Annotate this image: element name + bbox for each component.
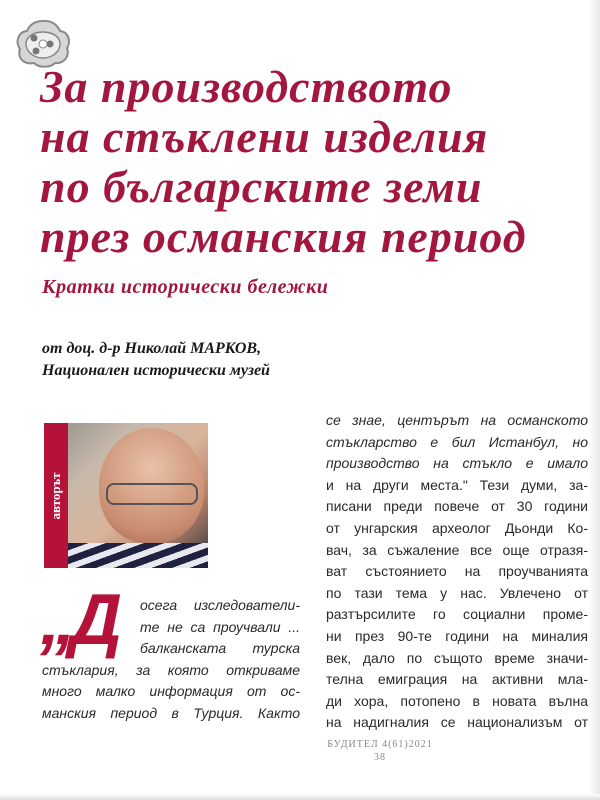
text-line: вач, за съжаление все още отразя- (326, 541, 588, 558)
author-photo (44, 423, 208, 568)
page-number: 38 (374, 752, 386, 763)
title-line: За производството (40, 61, 453, 112)
text-line: балканската турска (140, 640, 300, 657)
text-line: телна емиграция на активни мла- (326, 671, 588, 688)
photo-shirt (68, 543, 208, 568)
right-column-text (326, 410, 588, 734)
page-bottom-edge (0, 794, 600, 800)
author-byline (42, 338, 322, 382)
article-title (40, 62, 580, 262)
text-line: ват състоянието на проучванията (326, 563, 588, 580)
text-line: ни през 90-те години на миналия (326, 627, 588, 644)
page-footer (300, 738, 460, 764)
article-subtitle: Кратки исторически бележки (42, 276, 329, 298)
text-line: много малко информация от ос- (42, 683, 300, 700)
photo-label-bar (44, 423, 68, 568)
text-line: и на други места." Тези думи, за- (326, 476, 588, 493)
text-line: стъклария, за която откриваме (42, 661, 300, 678)
title-line: през османския период (40, 211, 527, 262)
text-line: от унгарския археолог Дьонди Ко- (326, 519, 588, 536)
author-name: от доц. д-р Николай МАРКОВ, (42, 340, 262, 357)
text-line: се знае, центърът на османското (326, 412, 588, 428)
text-line: разтърсилите го социални проме- (326, 606, 588, 623)
title-line: по българските земи (40, 161, 483, 212)
drop-cap: „Д (40, 580, 116, 660)
text-line: манския период в Турция. Както (42, 704, 300, 721)
left-column-text (42, 595, 300, 725)
journal-issue: БУДИТЕЛ 4(61)2021 (327, 739, 433, 750)
text-line: стъкларство е бил Истанбул, но (326, 433, 588, 450)
text-line: производство на стъкло е имало (326, 455, 588, 472)
text-line: по тази тема у нас. Увлечено от (326, 584, 588, 601)
text-line: писани преди повече от 30 години (326, 498, 588, 515)
text-line: осега изследователи- (140, 597, 300, 613)
page-edge-shadow (588, 0, 600, 800)
text-line: ди хора, потопено в новата вълна (326, 692, 588, 709)
author-affiliation: Национален исторически музей (42, 362, 270, 379)
title-line: на стъклени изделия (40, 111, 489, 162)
photo-glasses (106, 483, 198, 505)
photo-label: авторът (48, 471, 63, 520)
text-line: на надигналия се национализъм от (326, 714, 588, 731)
text-line: век, дало по същото време значи- (326, 649, 588, 666)
text-line: те не са проучвали ... (140, 618, 300, 635)
